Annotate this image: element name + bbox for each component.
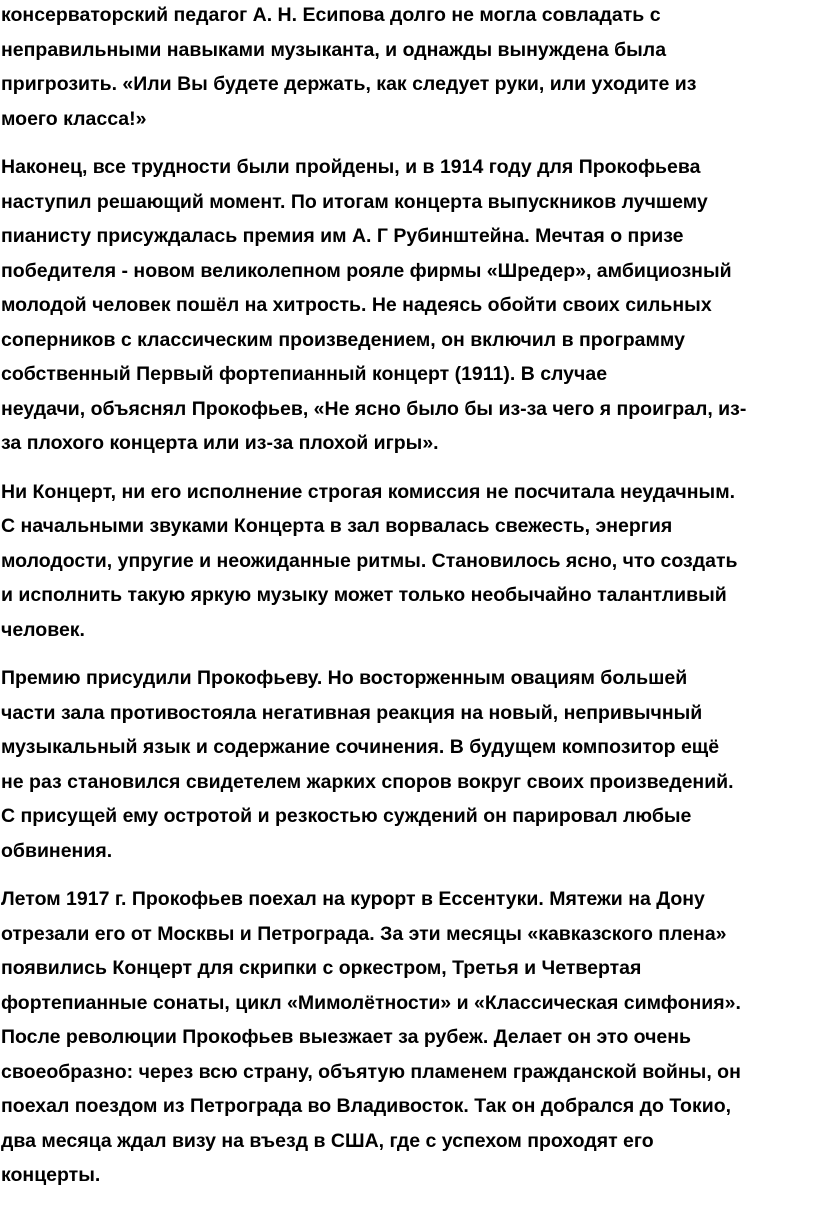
paragraph-prize-awarded — [1, 661, 816, 868]
text-line: части зала противостояла негативная реакция на новый, непривычный — [1, 701, 703, 724]
text-line: наступил решающий момент. По итогам концерта выпускников лучшему — [1, 190, 708, 213]
text-line: С начальными звуками Концерта в зал ворвалась свежесть, энергия — [1, 515, 673, 537]
text-line: молодости, упругие и неожиданные ритмы. Становилось ясно, что создать — [1, 549, 738, 572]
text-line: за плохого концерта или из-за плохой игры». — [1, 432, 439, 454]
text-line: музыкальный язык и содержание сочинения. В будущем композитор ещё — [1, 736, 720, 758]
text-line: и исполнить такую яркую музыку может только необычайно талантливый — [1, 584, 727, 606]
text-line: отрезали его от Москвы и Петрограда. За эти месяцы «кавказского плена» — [1, 922, 727, 945]
text-line: собственный Первый фортепианный концерт (1911). В случае — [1, 363, 608, 385]
paragraph-rubinstein-prize — [1, 150, 816, 461]
text-line: два месяца ждал визу на въезд в США, где с успехом проходят его — [1, 1129, 654, 1152]
text-line: поехал поездом из Петрограда во Владивосток. Так он добрался до Токио, — [1, 1095, 732, 1117]
text-line: Наконец, все трудности были пройдены, и в 1914 году для Прокофьева — [1, 156, 701, 178]
text-line: консерваторский педагог А. Н. Есипова долго не могла совладать с — [1, 4, 661, 26]
paragraph-esipova — [1, 0, 816, 136]
text-line: неудачи, объяснял Прокофьев, «Не ясно было бы из-за чего я проиграл, из- — [1, 397, 747, 420]
text-line: человек. — [1, 618, 85, 641]
text-line: пригрозить. «Или Вы будете держать, как следует руки, или уходите из — [1, 73, 697, 95]
paragraph-summer-1917 — [1, 882, 816, 1193]
text-line: концерты. — [1, 1164, 101, 1186]
text-line: обвинения. — [1, 839, 113, 862]
text-line: молодой человек пошёл на хитрость. Не надеясь обойти своих сильных — [1, 294, 712, 316]
text-line: Летом 1917 г. Прокофьев поехал на курорт в Ессентуки. Мятежи на Дону — [1, 888, 705, 910]
text-line: появились Концерт для скрипки с оркестром, Третья и Четвертая — [1, 957, 642, 979]
paragraph-concert-reception — [1, 475, 816, 648]
text-line: соперников с классическим произведением, он включил в программу — [1, 328, 685, 351]
text-line: победителя - новом великолепном рояле фирмы «Шредер», амбициозный — [1, 259, 732, 282]
text-line: не раз становился свидетелем жарких споров вокруг своих произведений. — [1, 770, 734, 793]
text-line: Премию присудили Прокофьеву. Но восторженным овациям большей — [1, 667, 688, 689]
text-line: С присущей ему остротой и резкостью суждений он парировал любые — [1, 805, 692, 827]
text-line: фортепианные сонаты, цикл «Мимолётности» и «Классическая симфония». — [1, 991, 741, 1014]
text-line: Ни Концерт, ни его исполнение строгая комиссия не посчитала неудачным. — [1, 480, 736, 503]
text-line: неправильными навыками музыканта, и однажды вынуждена была — [1, 38, 667, 61]
text-line: моего класса!» — [1, 107, 147, 130]
text-line: После революции Прокофьев выезжает за рубеж. Делает он это очень — [1, 1026, 692, 1048]
text-line: своеобразно: через всю страну, объятую пламенем гражданской войны, он — [1, 1060, 741, 1083]
text-line: пианисту присуждалась премия им А. Г Рубинштейна. Мечтая о призе — [1, 225, 684, 247]
